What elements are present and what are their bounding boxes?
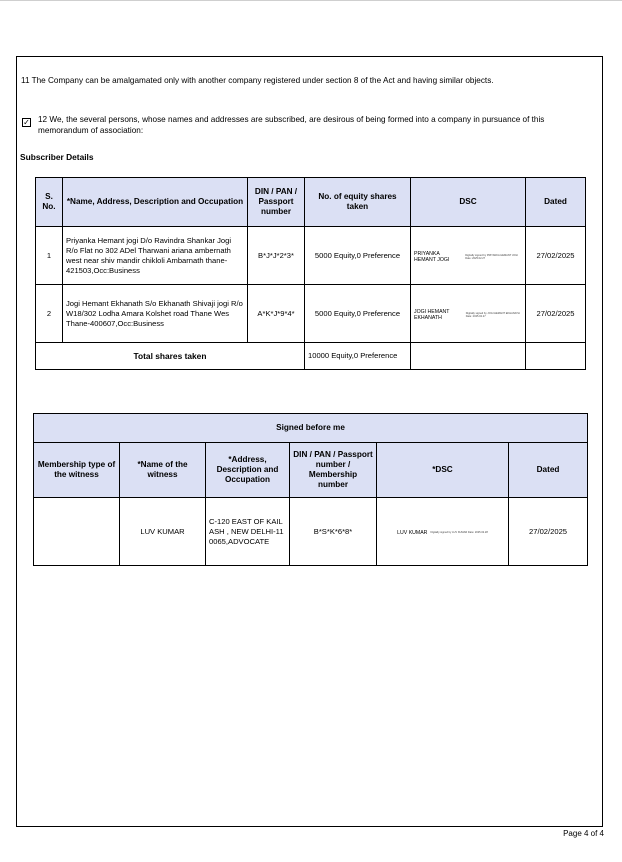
dsc-signature-note: Digitally signed by PRIYANKA HEMANT JOGI Date: 2025.02.27 [465, 253, 519, 260]
row-dsc [411, 227, 526, 285]
clause-12-checkbox[interactable]: ✓ [23, 118, 30, 127]
total-label: Total shares taken [36, 343, 305, 370]
row-sno: 1 [36, 227, 63, 285]
col-header-number: DIN / PAN / Passport number / Membership number [290, 443, 377, 498]
witness-header-row [34, 443, 588, 498]
witness-dsc [377, 498, 509, 566]
col-header-dsc: DSC [411, 178, 526, 227]
col-header-sno: S. No. [36, 178, 63, 227]
col-header-address: *Address, Description and Occupation [206, 443, 290, 498]
col-header-witness-dated: Dated [509, 443, 588, 498]
dsc-signer-name: JOGI HEMANT EKHANATH [414, 309, 450, 321]
table-row [36, 227, 586, 285]
clause-12: 12 We, the several persons, whose names and addresses are subscribed, are desirous of being formed into a company in pursuance of this memorandum of association: [38, 115, 545, 135]
witness-number: B*S*K*6*8* [290, 498, 377, 566]
digital-signature [414, 309, 522, 321]
row-dsc [411, 285, 526, 343]
col-header-witness-dsc: *DSC [377, 443, 509, 498]
col-header-din: DIN / PAN / Passport number [248, 178, 305, 227]
witness-address: C-120 EAST OF KAILASH , NEW DELHI-110065,ADVOCATE [206, 498, 290, 566]
row-name: Jogi Hemant Ekhanath S/o Ekhanath Shivaji jogi R/o W18/302 Lodha Amara Kolshet road Thane Wes Thane-400607,Occ:Business [63, 285, 248, 343]
row-name: Priyanka Hemant jogi D/o Ravindra Shankar Jogi R/o Flat no 302 ADel Tharwani ariana ambernath west near shiv mandir chikloli Ambarnath thane-421503,Occ:Business [63, 227, 248, 285]
total-dated-empty [526, 343, 586, 370]
col-header-dated: Dated [526, 178, 586, 227]
top-rule [0, 0, 622, 1]
subscriber-heading: Subscriber Details [20, 152, 94, 162]
witness-dated: 27/02/2025 [509, 498, 588, 566]
witness-table [33, 413, 588, 566]
row-dated: 27/02/2025 [526, 227, 586, 285]
total-row [36, 343, 586, 370]
witness-membership-type [34, 498, 120, 566]
clause-11: 11 The Company can be amalgamated only with another company registered under section 8 of the Act and having similar objects. [21, 76, 494, 85]
row-din: A*K*J*9*4* [248, 285, 305, 343]
row-din: B*J*J*2*3* [248, 227, 305, 285]
total-dsc-empty [411, 343, 526, 370]
row-shares: 5000 Equity,0 Preference [305, 227, 411, 285]
page-number: Page 4 of 4 [563, 829, 604, 838]
col-header-shares: No. of equity shares taken [305, 178, 411, 227]
subscriber-header-row [36, 178, 586, 227]
row-shares: 5000 Equity,0 Preference [305, 285, 411, 343]
subscriber-table [35, 177, 586, 370]
col-header-name: *Name, Address, Description and Occupation [63, 178, 248, 227]
col-header-membership: Membership type of the witness [34, 443, 120, 498]
witness-name: LUV KUMAR [120, 498, 206, 566]
col-header-witness-name: *Name of the witness [120, 443, 206, 498]
dsc-signature-note: Digitally signed by JOGI HEMANT EKHANATH Date: 2025.02.27 [465, 311, 520, 318]
dsc-signature-note: Digitally signed by LUV KUMAR Date: 2025.02.28 [430, 530, 488, 534]
row-dated: 27/02/2025 [526, 285, 586, 343]
dsc-signer-name: PRIYANKA HEMANT JOGI [414, 251, 450, 263]
digital-signature [414, 251, 522, 263]
row-sno: 2 [36, 285, 63, 343]
total-value: 10000 Equity,0 Preference [305, 343, 411, 370]
table-row [34, 498, 588, 566]
table-row [36, 285, 586, 343]
witness-title: Signed before me [34, 414, 588, 443]
dsc-signer-name: LUV KUMAR [397, 529, 428, 536]
digital-signature [397, 530, 488, 536]
witness-title-row [34, 414, 588, 443]
